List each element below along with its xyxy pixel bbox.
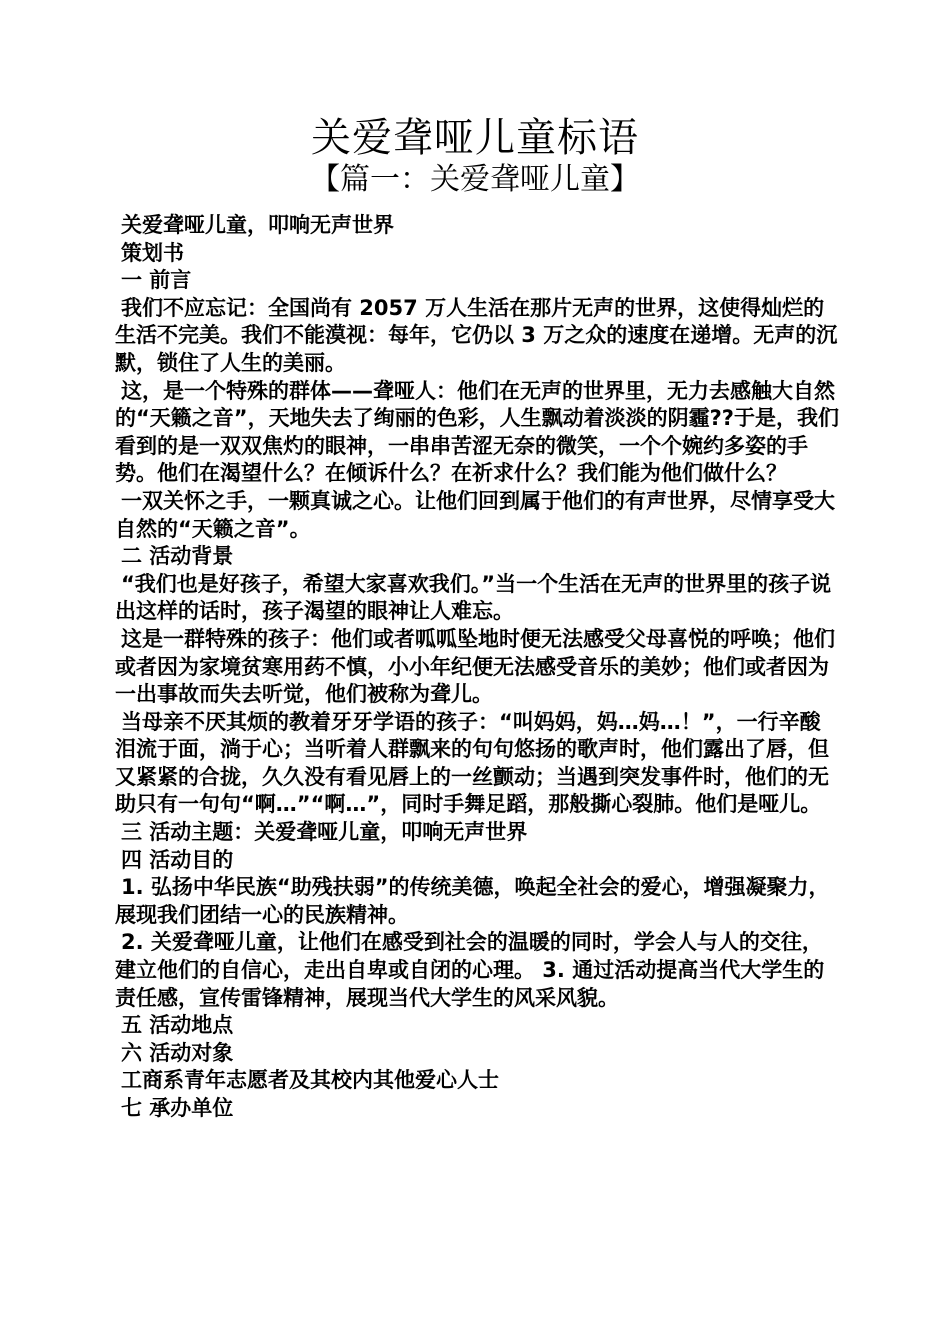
section-heading-audience: 六 活动对象 [121,1040,234,1065]
paragraph: “我们也是好孩子，希望大家喜欢我们。”当一个生活在无声的世界里的孩子说出这样的话时，孩子渴望的眼神让人难忘。 [115,571,832,624]
section-heading-organizer: 七 承办单位 [121,1096,234,1120]
paragraph: 2. 关爱聋哑儿童，让他们在感受到社会的温暖的同时，学会人与人的交往，建立他们的自信心，走出自卑或自闭的心理。 3. 通过活动提高当代大学生的责任感，宣传雷锋精神，展现当代大学生的风采风貌。 [115,930,825,1010]
section-heading-location: 五 活动地点 [121,1013,234,1038]
paragraph: 一双关怀之手，一颗真诚之心。让他们回到属于他们的有声世界，尽情享受大自然的“天籁之音”。 [115,488,835,541]
document-subtitle: 【篇一：关爱聋哑儿童】 [310,162,640,197]
section-heading-preface: 一 前言 [121,268,192,293]
paragraph: 我们不应忘记：全国尚有 2057 万人生活在那片无声的世界，这使得灿烂的生活不完美。我们不能漠视：每年，它仍以 3 万之众的速度在递增。无声的沉默，锁住了人生的美丽。 [115,295,838,375]
document-title: 关爱聋哑儿童标语 [311,115,639,161]
section-heading-background: 二 活动背景 [121,544,234,569]
document-body [115,212,840,1123]
paragraph: 这，是一个特殊的群体——聋哑人：他们在无声的世界里，无力去感触大自然的“天籁之音”，天地失去了绚丽的色彩，人生飘动着淡淡的阴霾??于是，我们看到的是一双双焦灼的眼神，一串串苦涩无奈的微笑，一个个婉约多姿的手势。他们在渴望什么？在倾诉什么？在祈求什么？我们能为他们做什么？ [115,378,839,486]
paragraph-plan: 策划书 [121,240,184,265]
paragraph: 这是一群特殊的孩子：他们或者呱呱坠地时便无法感受父母喜悦的呼唤；他们或者因为家境贫寒用药不慎，小小年纪便无法感受音乐的美妙；他们或者因为一出事故而失去听觉，他们被称为聋儿。 [115,626,835,707]
section-heading-purpose: 四 活动目的 [121,847,234,872]
paragraph: 当母亲不厌其烦的教着牙牙学语的孩子：“叫妈妈，妈…妈…！”，一行辛酸泪流于面，淌于心；当听着人群飘来的句句悠扬的歌声时，他们露出了唇，但又紧紧的合拢，久久没有看见唇上的一丝颤动；当遇到突发事件时，他们的无助只有一句句“啊…”“啊…”，同时手舞足蹈，那般撕心裂肺。他们是哑儿。 [115,709,829,817]
paragraph: 1. 弘扬中华民族“助残扶弱”的传统美德，唤起全社会的爱心，增强凝聚力，展现我们团结一心的民族精神。 [115,875,830,927]
paragraph: 工商系青年志愿者及其校内其他爱心人士 [121,1068,499,1093]
section-heading-theme: 三 活动主题：关爱聋哑儿童，叩响无声世界 [121,820,528,845]
paragraph-heading: 关爱聋哑儿童，叩响无声世界 [121,213,394,237]
